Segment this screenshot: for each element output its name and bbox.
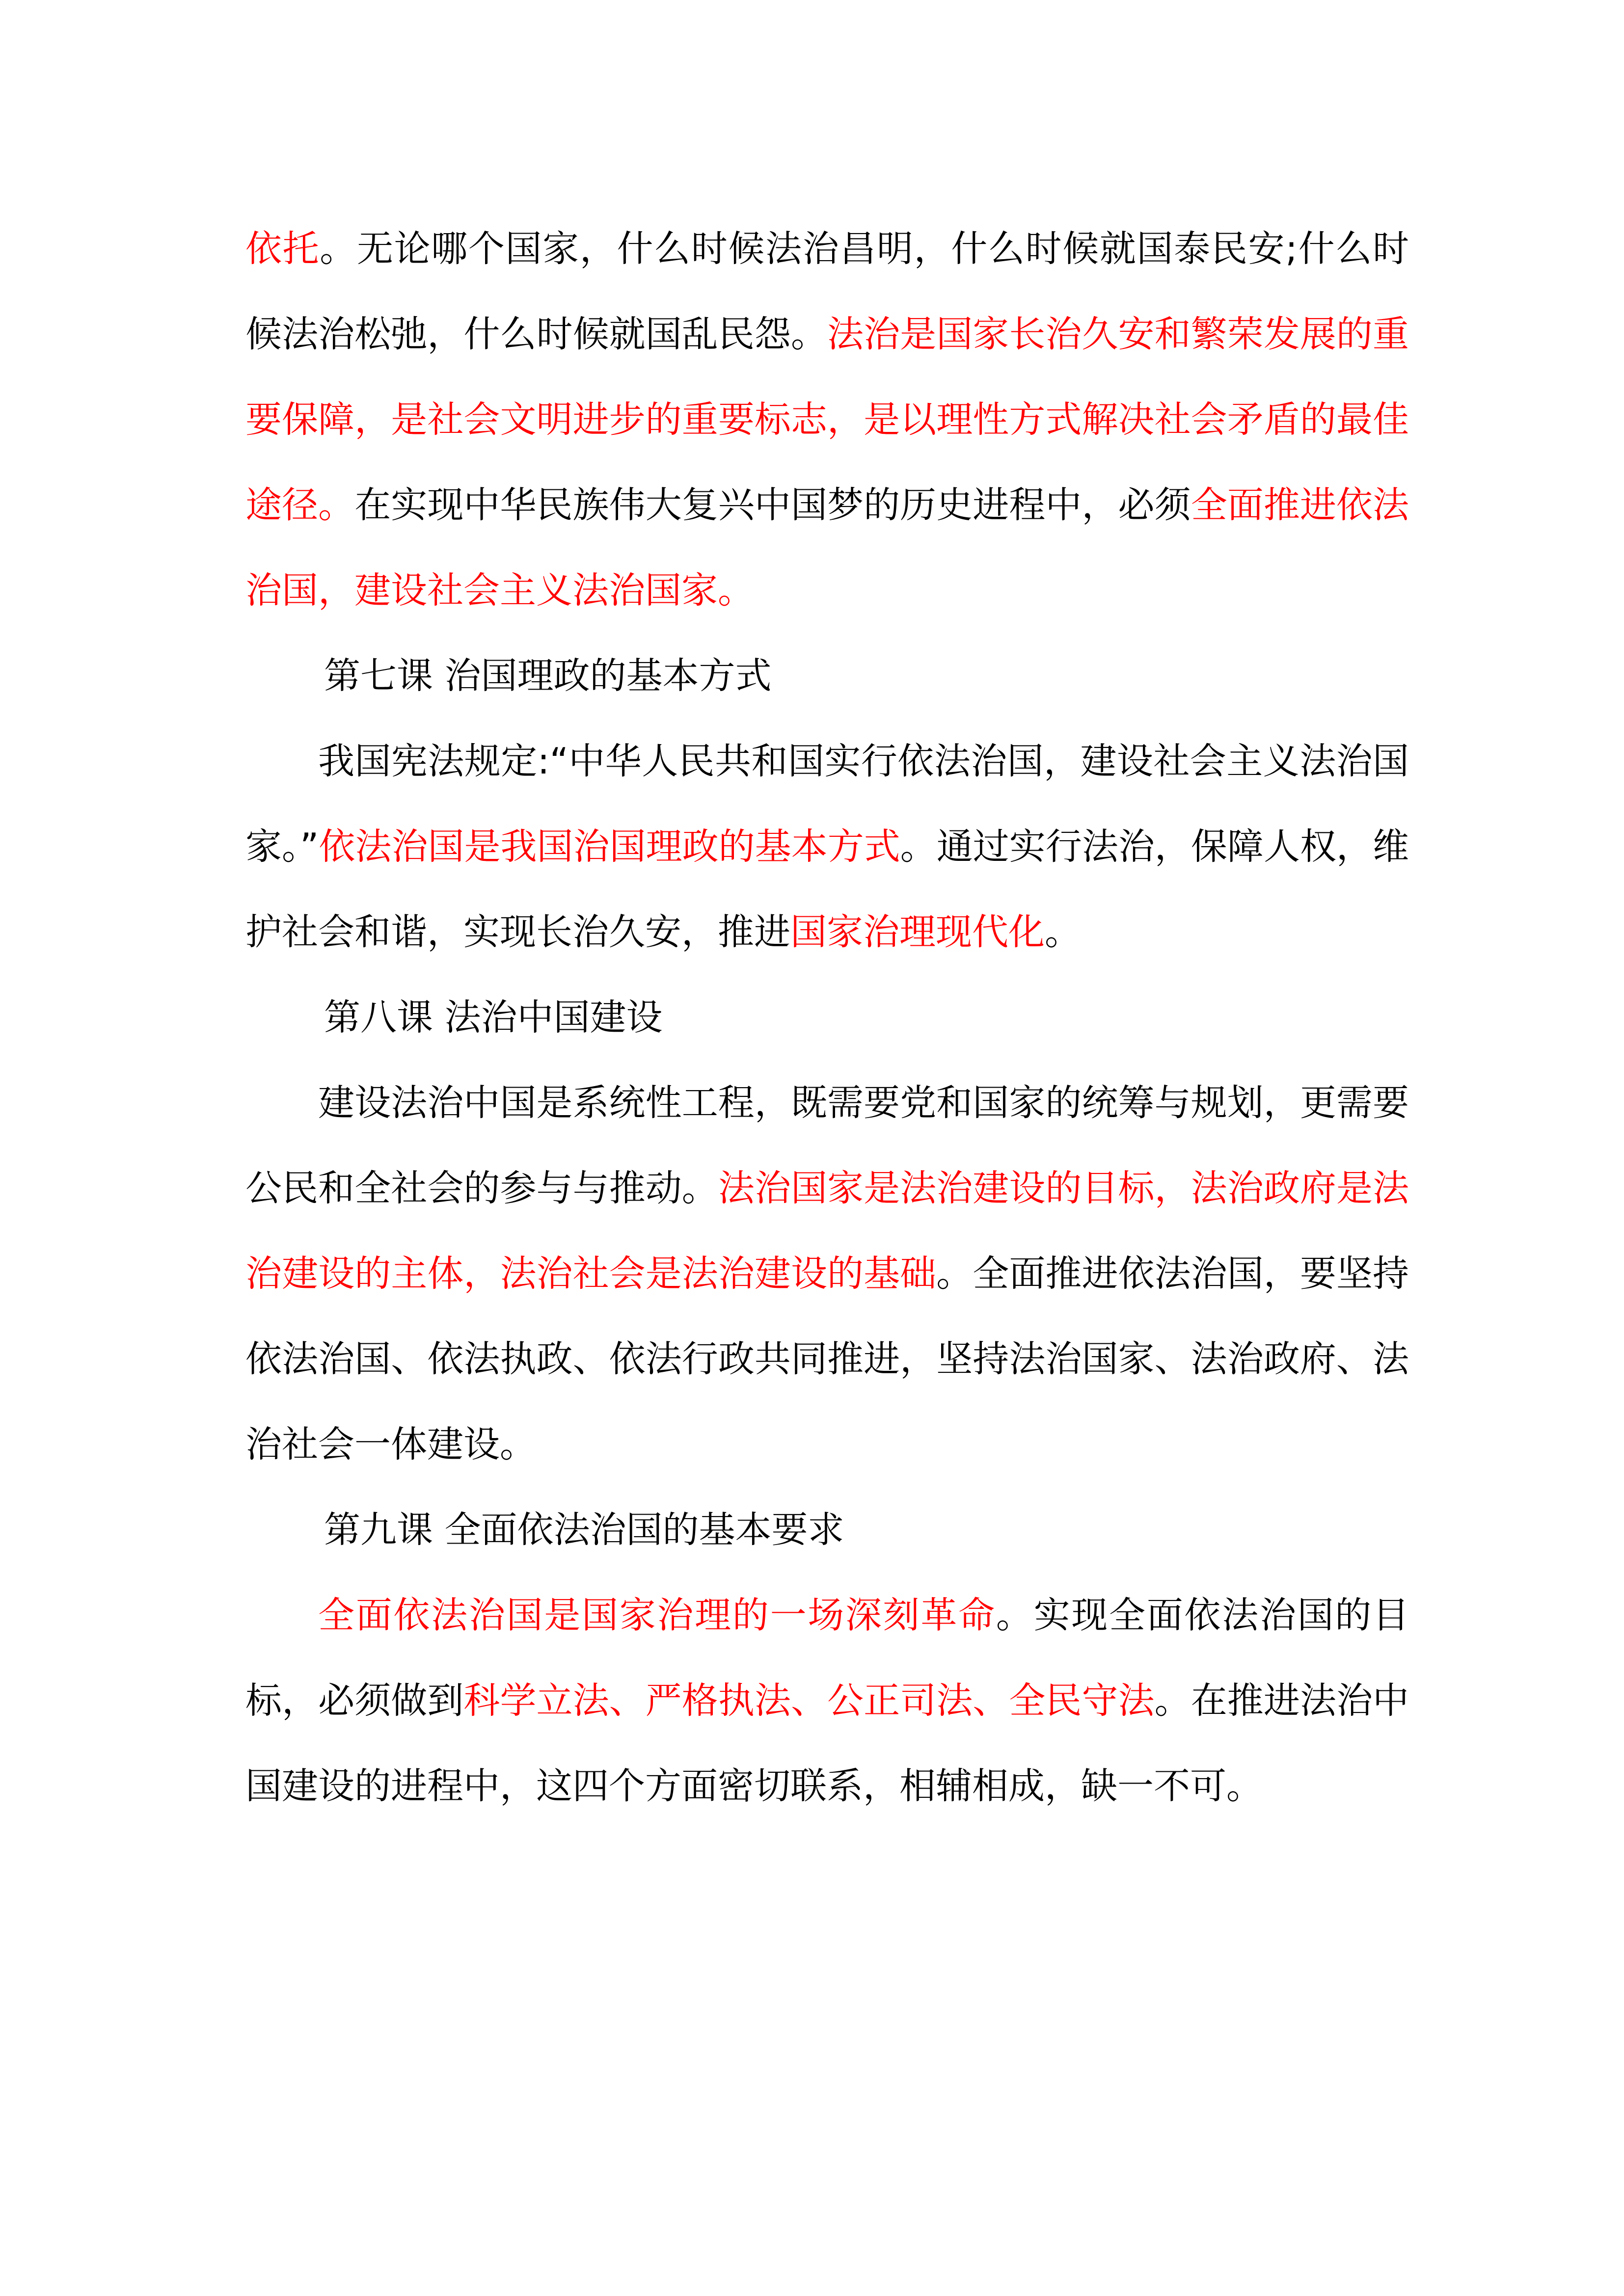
highlight-text: 国家治理现代化 [790, 911, 1045, 953]
body-text: 。在推进法治中国建设的进程中，这四个方面密切联系，相辅相成，缺一不可。 [245, 1680, 1409, 1807]
lesson-9-heading: 第九课 全面依法治国的基本要求 [324, 1509, 844, 1551]
document-body [245, 206, 1409, 1829]
body-text: 。无论哪个国家，什么时候法治昌明，什么时候就国泰民安;什么时候法治松弛，什么时候就国乱民怨。 [245, 228, 1409, 355]
body-text: 建设法治中国是系统性工程，既需要党和国家的统筹与规划，更需要 公民和全社会的参与与推动。 [245, 1082, 1409, 1209]
highlight-text: 科学立法、严格执法、公正司法、全民守法 [463, 1680, 1155, 1722]
highlight-text: 法治国家是法治建设的目标，法治政府是法治建设的主体，法治社会是法治建设的基础 [245, 1167, 1409, 1295]
lesson-7-heading: 第七课 治国理政的基本方式 [324, 655, 772, 697]
paragraph-lesson-8 [245, 1060, 1409, 1487]
paragraph-rule-of-law-importance [245, 206, 1409, 633]
paragraph-lesson-9 [245, 1573, 1409, 1829]
highlight-text: 依托 [245, 228, 320, 270]
body-text: 。 [1045, 911, 1081, 953]
body-text: 。实现全面依法治国的目标，必须做到 [245, 1594, 1409, 1722]
highlight-text: 法治是国家长治久安和繁荣发展的重要保障，是社会文明进步的重要标志，是以理性方式解决社会矛盾的最佳途径。 [245, 313, 1409, 526]
body-text: 我国宪法规定:“中华人民共和国实行依法治国，建设社会主义法治国家。” [245, 740, 1409, 868]
paragraph-lesson-7 [245, 719, 1409, 975]
highlight-text: 全面推进依法治国，建设社会主义法治国家。 [245, 484, 1409, 612]
body-text: 。通过实行法治，保障人权，维护社会和谐，实现长治久安，推进 [245, 826, 1409, 953]
lesson-8-heading: 第八课 法治中国建设 [324, 996, 663, 1039]
highlight-text: 依法治国是我国治国理政的基本方式 [319, 826, 900, 868]
body-text: 。全面推进依法治国，要坚持依法治国、依法执政、依法行政共同推进，坚持法治国家、法治政府、法治社会一体建设。 [245, 1253, 1409, 1466]
highlight-text: 全面依法治国是国家治理的一场深刻革命 [318, 1594, 996, 1636]
body-text: 在实现中华民族伟大复兴中国梦的历史进程中，必须 [354, 484, 1191, 526]
